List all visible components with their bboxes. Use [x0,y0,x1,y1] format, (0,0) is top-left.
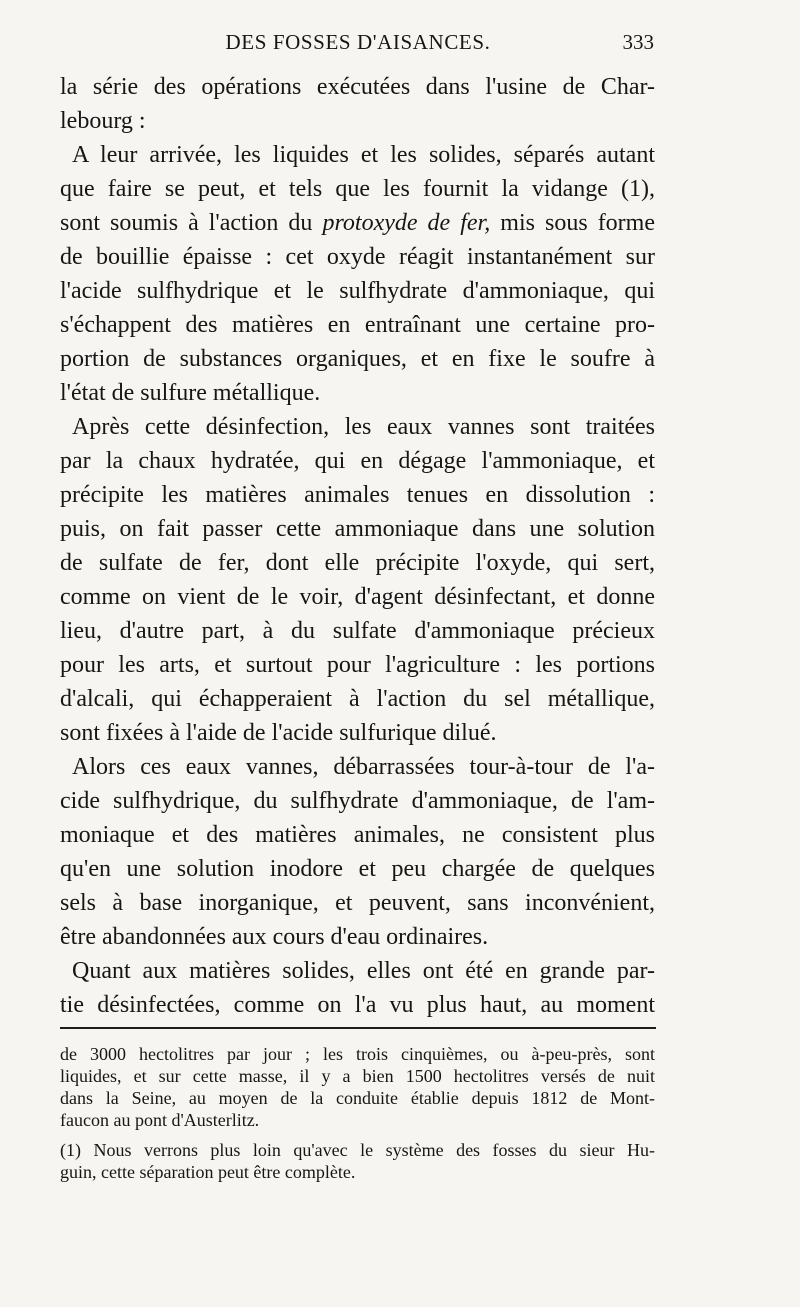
text-line: lebourg : [60,108,146,134]
text-line: portion de substances organiques, et en fixe le soufre à [60,346,655,372]
footnote-line: guin, cette séparation peut être complète. [60,1162,356,1182]
footnote-line: (1) Nous verrons plus loin qu'avec le système des fosses du sieur Hu- [60,1140,655,1160]
text-line: s'échappent des matières en entraînant une certaine pro- [60,312,655,338]
text-line: pour les arts, et surtout pour l'agriculture : les portions [60,652,655,678]
text-line: Quant aux matières solides, elles ont été en grande par- [72,958,655,984]
page-number: 333 [622,30,654,54]
footnote-line: faucon au pont d'Austerlitz. [60,1110,260,1130]
text-line: moniaque et des matières animales, ne consistent plus [60,822,655,848]
text-line: tie désinfectées, comme on l'a vu plus haut, au moment [60,992,655,1018]
text-line: d'alcali, qui échapperaient à l'action du sel métallique, [60,686,655,712]
text-line: sont fixées à l'aide de l'acide sulfurique dilué. [60,720,497,746]
footnote-divider [60,1027,656,1029]
text-line: l'acide sulfhydrique et le sulfhydrate d'ammoniaque, qui [60,278,655,304]
footnote-line: dans la Seine, au moyen de la conduite établie depuis 1812 de Mont- [60,1088,655,1108]
text-line: que faire se peut, et tels que les fournit la vidange (1), [60,176,655,202]
text-line: être abandonnées aux cours d'eau ordinaires. [60,924,489,950]
text-line: qu'en une solution inodore et peu chargée de quelques [60,856,655,882]
main-text [60,70,655,1022]
text-line: de bouillie épaisse : cet oxyde réagit instantanément sur [60,244,655,270]
text-line: l'état de sulfure métallique. [60,380,321,406]
text-line: lieu, d'autre part, à du sulfate d'ammoniaque précieux [60,618,655,644]
text-fragment: sont soumis à l'action du [60,210,323,236]
text-line: cide sulfhydrique, du sulfhydrate d'ammoniaque, de l'am- [60,788,655,814]
running-title: DES FOSSES D'AISANCES. [225,30,491,54]
text-line: la série des opérations exécutées dans l'usine de Char- [60,74,655,100]
text-line: Après cette désinfection, les eaux vannes sont traitées [72,414,655,440]
text-line: par la chaux hydratée, qui en dégage l'ammoniaque, et [60,448,655,474]
text-line: de sulfate de fer, dont elle précipite l'oxyde, qui sert, [60,550,655,576]
text-line: comme on vient de le voir, d'agent désinfectant, et donne [60,584,655,610]
italic-term: protoxyde de fer, [322,210,491,236]
page-header [60,30,656,60]
footnote-spacer [60,1131,655,1139]
text-line: sels à base inorganique, et peuvent, sans inconvénient, [60,890,655,916]
footnotes [60,1043,655,1183]
text-line: précipite les matières animales tenues en dissolution : [60,482,655,508]
text-line: A leur arrivée, les liquides et les solides, séparés autant [72,142,655,168]
text-fragment: mis sous forme [490,210,655,236]
footnote-line: liquides, et sur cette masse, il y a bien 1500 hectolitres versés de nuit [60,1066,655,1086]
footnote-line: de 3000 hectolitres par jour ; les trois cinquièmes, ou à-peu-près, sont [60,1044,655,1064]
text-line: puis, on fait passer cette ammoniaque dans une solution [60,516,655,542]
text-line [60,206,655,240]
text-line: Alors ces eaux vannes, débarrassées tour-à-tour de l'a- [72,754,655,780]
